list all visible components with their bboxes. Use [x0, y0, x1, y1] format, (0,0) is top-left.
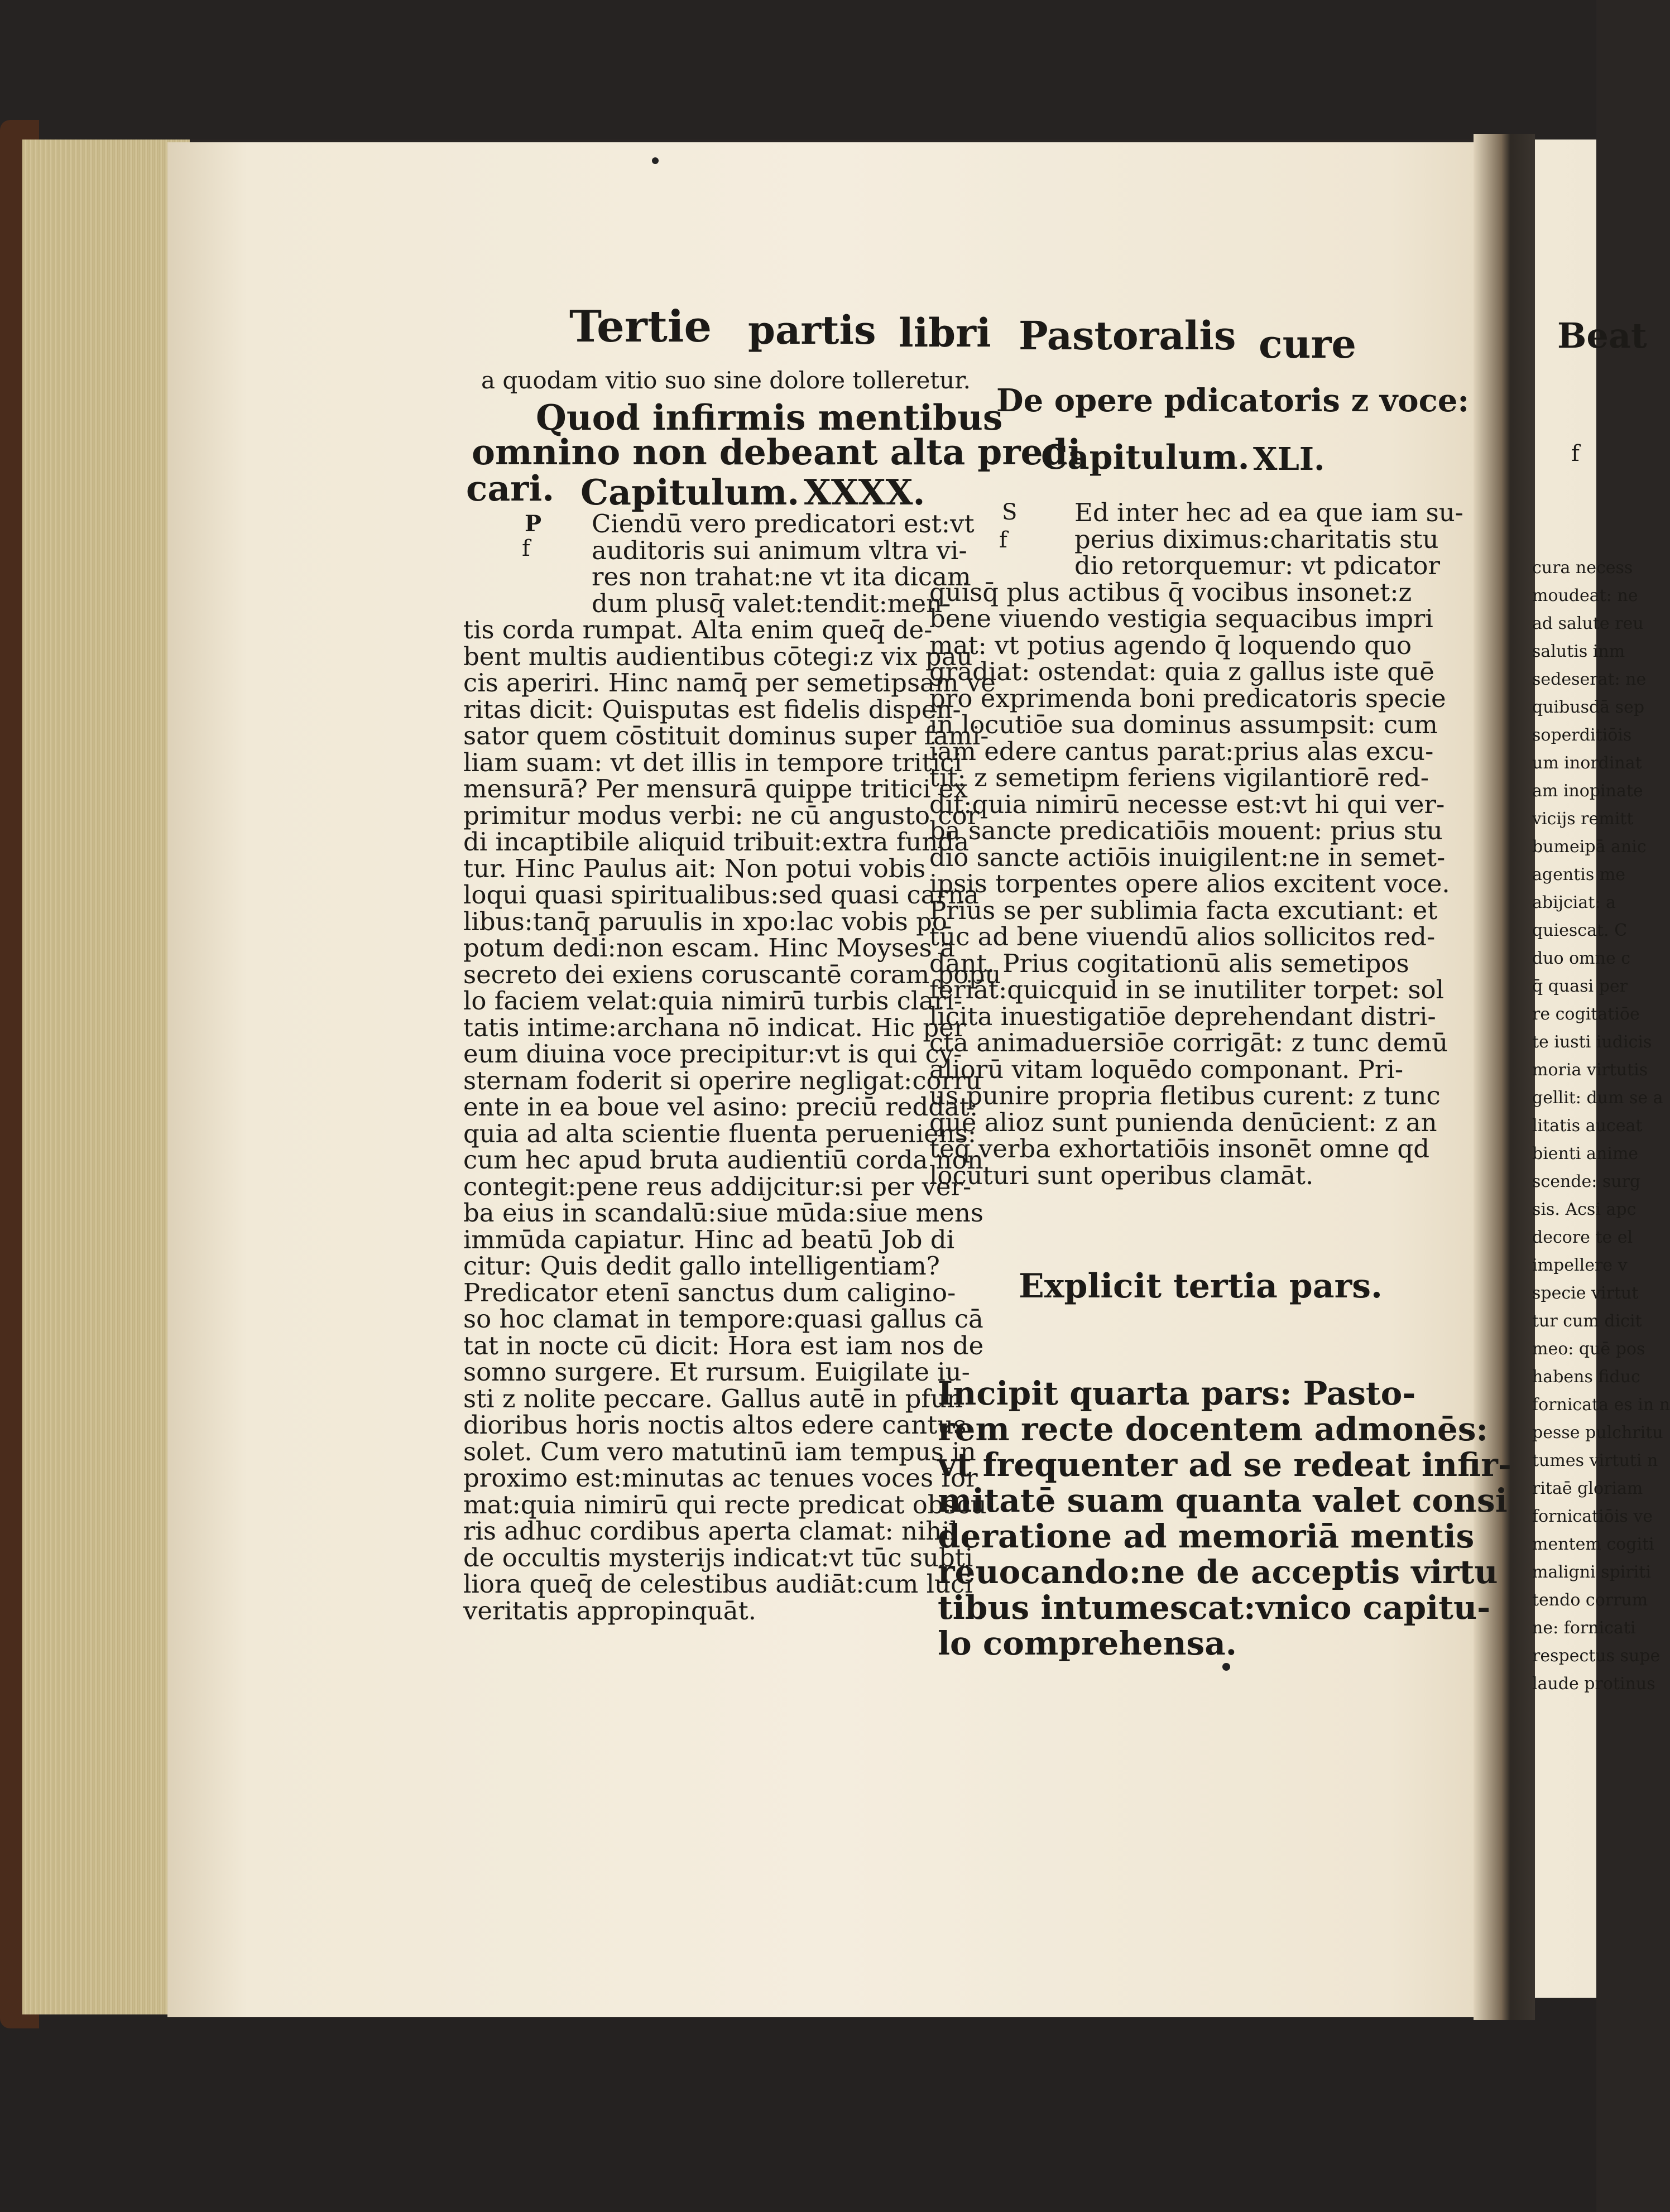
facing-page-line: um inordinat — [1532, 753, 1642, 773]
text-line: dio sancte actiōis inuigilent:ne in semet- — [929, 842, 1446, 872]
facing-page-line: fornicata es in n — [1532, 1395, 1670, 1415]
text-line: dioribus horis noctis altos edere cantus — [463, 1410, 967, 1440]
facing-page-line: decore te el — [1532, 1228, 1633, 1247]
page-edges — [22, 140, 190, 2014]
text-line: Incipit quarta pars: Pasto- — [938, 1374, 1416, 1412]
text-line: dit:quia nimirū necesse est:vt hi qui ver- — [929, 789, 1445, 819]
text-line: primitur modus verbi: ne cū angusto cor — [463, 800, 980, 830]
text-line: de occultis mysterijs indicat:vt tūc subti — [463, 1542, 973, 1573]
facing-page-margin-letter: f — [1571, 441, 1580, 467]
running-head-word: Pastoralis — [1019, 312, 1236, 359]
facing-page-line: ritaē gloriam — [1532, 1479, 1643, 1498]
facing-page-line: quibusdā sep — [1532, 698, 1645, 717]
text-line: tis corda rumpat. Alta enim queq̄ de- — [463, 615, 933, 645]
facing-page-line: respectus supe — [1532, 1646, 1661, 1666]
text-line: auditoris sui animum vltra vi- — [592, 535, 967, 565]
text-line: us punire propria fletibus curent: z tunc — [929, 1081, 1441, 1110]
facing-page-line: te iusti iudicis — [1532, 1032, 1652, 1052]
facing-page-line: pesse pulchritu — [1532, 1423, 1663, 1442]
facing-page-line: ne: fornicati — [1532, 1618, 1636, 1638]
text-line: P Ciendū vero predicatori est:vt — [525, 509, 975, 538]
text-line: ente in ea boue vel asino: preciū reddat: — [463, 1092, 978, 1122]
text-line: in locutiōe sua dominus assumpsit: cum — [929, 710, 1438, 739]
text-line: dum plusq̄ valet:tendit:men- — [592, 588, 951, 618]
facing-page-line: ad salute reu — [1532, 614, 1644, 633]
text-line: cis aperiri. Hinc namq̄ per semetipsam ve — [463, 668, 996, 698]
text-line: res non trahat:ne vt ita dicam — [592, 562, 971, 592]
facing-page-line: tumes virtuti n — [1532, 1451, 1658, 1470]
text-line: bene viuendo vestigia sequacibus impri — [929, 604, 1433, 633]
text-line: liora queq̄ de celestibus audiāt:cum luci — [463, 1569, 973, 1599]
chapter-label: Capitulum. — [580, 472, 800, 513]
text-line: solet. Cum vero matutinū iam tempus in — [463, 1436, 976, 1466]
text-line: tur. Hinc Paulus ait: Non potui vobis — [463, 853, 926, 883]
text-line: deratione ad memoriā mentis — [938, 1517, 1475, 1555]
text-line: tibus intumescat:vnico capitu- — [938, 1589, 1491, 1627]
drop-cap-guide: S — [1002, 499, 1018, 525]
text-line: so hoc clamat in tempore:quasi gallus cā — [463, 1304, 983, 1334]
background-top — [0, 0, 1596, 140]
facing-page-line: gellit: dum se a — [1532, 1088, 1663, 1108]
text-line: ba sancte predicatiōis mouent: prius stu — [929, 816, 1443, 845]
text-line: loqui quasi spiritualibus:sed quasi carna — [463, 880, 979, 910]
text-line: ris adhuc cordibus aperta clamat: nihil — [463, 1516, 958, 1546]
facing-page-line: abijciat: a — [1532, 893, 1616, 912]
facing-page-line: q̄ quasi per — [1532, 977, 1628, 996]
facing-page-line: fornicatiōis ve — [1532, 1507, 1653, 1526]
text-line: tat in nocte cū dicit: Hora est iam nos de — [463, 1330, 984, 1360]
text-line: libus:tanq̄ paruulis in xpo:lac vobis po — [463, 906, 947, 936]
facing-page-line: am inopinate — [1532, 781, 1643, 801]
text-line: que alioz sunt punienda denūcient: z an — [929, 1107, 1437, 1137]
facing-page-line: impellere v — [1532, 1256, 1628, 1275]
facing-page-line: soperditiōis — [1532, 725, 1632, 745]
text-line: vt frequenter ad se redeat infir- — [938, 1446, 1511, 1484]
running-head-word: Tertie — [569, 301, 712, 352]
facing-page-line: tur cum dicit — [1532, 1311, 1642, 1331]
text-line: tit: z semetipm feriens vigilantiorē red- — [929, 763, 1429, 792]
facing-page-line: sedeserat: ne — [1532, 670, 1647, 689]
text-line: immūda capiatur. Hinc ad beatū Job di — [463, 1224, 955, 1254]
chapter-label: Capitulum. — [1041, 438, 1250, 477]
end-dot — [1222, 1663, 1230, 1671]
facing-page-line: quiescat. C — [1532, 921, 1628, 940]
text-line: dant. Prius cogitationū alis semetipos — [929, 948, 1409, 978]
text-line: licita inuestigatiōe deprehendant distri- — [929, 1001, 1436, 1031]
text-line: mat: vt potius agendo q̄ loquendo quo — [929, 630, 1412, 660]
text-line: eum diuina voce precipitur:vt is qui cy- — [463, 1039, 962, 1069]
running-head-word: partis — [748, 307, 876, 353]
text-line: reuocando:ne de acceptis virtu — [938, 1553, 1498, 1591]
facing-page-line: scende: surg — [1532, 1172, 1641, 1191]
facing-page-line: specie virtut — [1532, 1283, 1639, 1303]
text-line: Prius se per sublimia facta excutiant: et — [929, 895, 1438, 925]
text-line: gradiat: ostendat: quia z gallus iste quē — [929, 657, 1434, 686]
explicit-line: Explicit tertia pars. — [1019, 1267, 1383, 1306]
text-line: sternam foderit si operire negligat:corru — [463, 1065, 982, 1095]
running-head-word: cure — [1259, 321, 1356, 367]
facing-page-line: cura necess — [1532, 558, 1633, 578]
text-line: contegit:pene reus addijcitur:si per ver- — [463, 1171, 972, 1201]
text-line: aliorū vitam loquēdo componant. Pri- — [929, 1054, 1404, 1084]
facing-page-line: re cogitatiōe — [1532, 1004, 1640, 1024]
text-line: locuturi sunt operibus clamāt. — [929, 1160, 1314, 1190]
text-line: potum dedi:non escam. Hinc Moyses a — [463, 933, 955, 963]
text-line: secreto dei exiens coruscantē coram popu — [463, 959, 1001, 989]
text-line: Predicator etenī sanctus dum caligino- — [463, 1277, 956, 1307]
facing-page-line: salutis inm — [1532, 642, 1625, 661]
text-line: teq̄ verba exhortatiōis insonēt omne qd — [929, 1134, 1430, 1163]
facing-page-line: laude protinus — [1532, 1674, 1655, 1694]
text-line: mensurā? Per mensurā quippe tritici ex — [463, 774, 968, 804]
facing-page-line: bumeipā anic — [1532, 837, 1647, 857]
text-line: sator quem cōstituit dominus super fami- — [463, 721, 989, 751]
margin-guide-letter: f — [999, 527, 1007, 553]
paper-speck — [652, 157, 659, 164]
facing-page-line: meo: quē pos — [1532, 1339, 1645, 1359]
facing-page-line: mentem cogiti — [1532, 1535, 1654, 1554]
chapter-number: XLI. — [1253, 441, 1325, 478]
left-column-text — [463, 511, 1001, 1624]
text-line: feriāt:quicquid in se inutiliter torpet: sol — [929, 975, 1445, 1004]
text-line: quia ad alta scientie fluenta perueniens: — [463, 1118, 977, 1148]
background-bottom — [0, 1987, 1596, 2212]
text-line: lo comprehensa. — [938, 1624, 1237, 1662]
text-line: citur: Quis dedit gallo intelligentiam? — [463, 1251, 940, 1281]
text-line: perius diximus:charitatis stu — [1074, 524, 1439, 554]
right-column-text — [929, 499, 1463, 1189]
text-line: tūc ad bene viuendū alios sollicitos red- — [929, 922, 1436, 951]
facing-page-line: bienti anime — [1532, 1144, 1639, 1163]
intro-line: a quodam vitio suo sine dolore tolleretur. — [481, 367, 971, 394]
facing-page-line: litatis auceat — [1532, 1116, 1643, 1136]
chapter-title-line: cari. — [466, 468, 555, 509]
chapter-title-xli: De opere pdicatoris z voce: — [996, 382, 1470, 419]
text-line: proximo est:minutas ac tenues voces for — [463, 1463, 978, 1493]
facing-page-line: tendo corrum — [1532, 1590, 1648, 1610]
text-line: mitatē suam quanta valet consi — [938, 1482, 1508, 1519]
text-line: ipsis torpentes opere alios excitent voce. — [929, 869, 1450, 898]
text-line: bent multis audientibus cōtegi:z vix pau — [463, 641, 973, 671]
text-line: lo faciem velat:quia nimirū turbis clari- — [463, 986, 963, 1016]
chapter-title-line: Quod infirmis mentibus — [536, 397, 1003, 438]
facing-page-line: vicijs remitt — [1532, 809, 1634, 829]
text-line: mat:quia nimirū qui recte predicat obscu — [463, 1489, 987, 1519]
text-line: liam suam: vt det illis in tempore tritici — [463, 747, 962, 777]
facing-page-line: moudeat: ne — [1532, 586, 1638, 605]
book-gutter — [1474, 134, 1535, 2020]
margin-guide-letter: f — [522, 536, 530, 561]
facing-page-line: sis. Acsi apc — [1532, 1200, 1637, 1219]
text-line: cum hec apud bruta audientiū corda non — [463, 1145, 983, 1175]
text-line: iam edere cantus parat:prius alas excu- — [929, 736, 1434, 766]
text-line: veritatis appropinquāt. — [463, 1595, 756, 1626]
facing-page-line: duo omne c — [1532, 949, 1631, 968]
chapter-title-line: omnino non debeant alta predi — [472, 431, 1081, 473]
text-line: rem recte docentem admonēs: — [938, 1410, 1488, 1448]
text-line: ba eius in scandalū:siue mūda:siue mens — [463, 1198, 983, 1228]
facing-page-line: agentis me — [1532, 865, 1625, 884]
running-head-word: libri — [899, 310, 991, 356]
text-line: sti z nolite peccare. Gallus autē in pfun — [463, 1383, 963, 1413]
chapter-number: XXXX. — [804, 472, 925, 513]
facing-page-line: moria virtutis — [1532, 1060, 1648, 1080]
text-line: quisq̄ plus actibus q̄ vocibus insonet:z — [929, 577, 1412, 607]
text-line: somno surgere. Et rursum. Euigilate iu- — [463, 1357, 970, 1387]
facing-page-line: habens fiduc — [1532, 1367, 1640, 1387]
text-line: dio retorquemur: vt pdicator — [1074, 551, 1441, 580]
text-line: S Ed inter hec ad ea que iam su- — [1002, 498, 1463, 527]
drop-cap-guide: P — [525, 511, 542, 537]
incipit-block — [938, 1376, 1511, 1661]
text-line: di incaptibile aliquid tribuit:extra funda — [463, 827, 970, 857]
text-line: tatis intime:archana nō indicat. Hic per — [463, 1012, 966, 1042]
text-line: pro exprimenda boni predicatoris specie — [929, 683, 1446, 713]
facing-page-head: Beat — [1557, 315, 1647, 356]
text-line: ritas dicit: Quisputas est fidelis dispen- — [463, 694, 961, 724]
facing-page-line: maligni spiriti — [1532, 1562, 1651, 1582]
text-line: cta animaduersiōe corrigāt: z tunc demū — [929, 1028, 1448, 1057]
